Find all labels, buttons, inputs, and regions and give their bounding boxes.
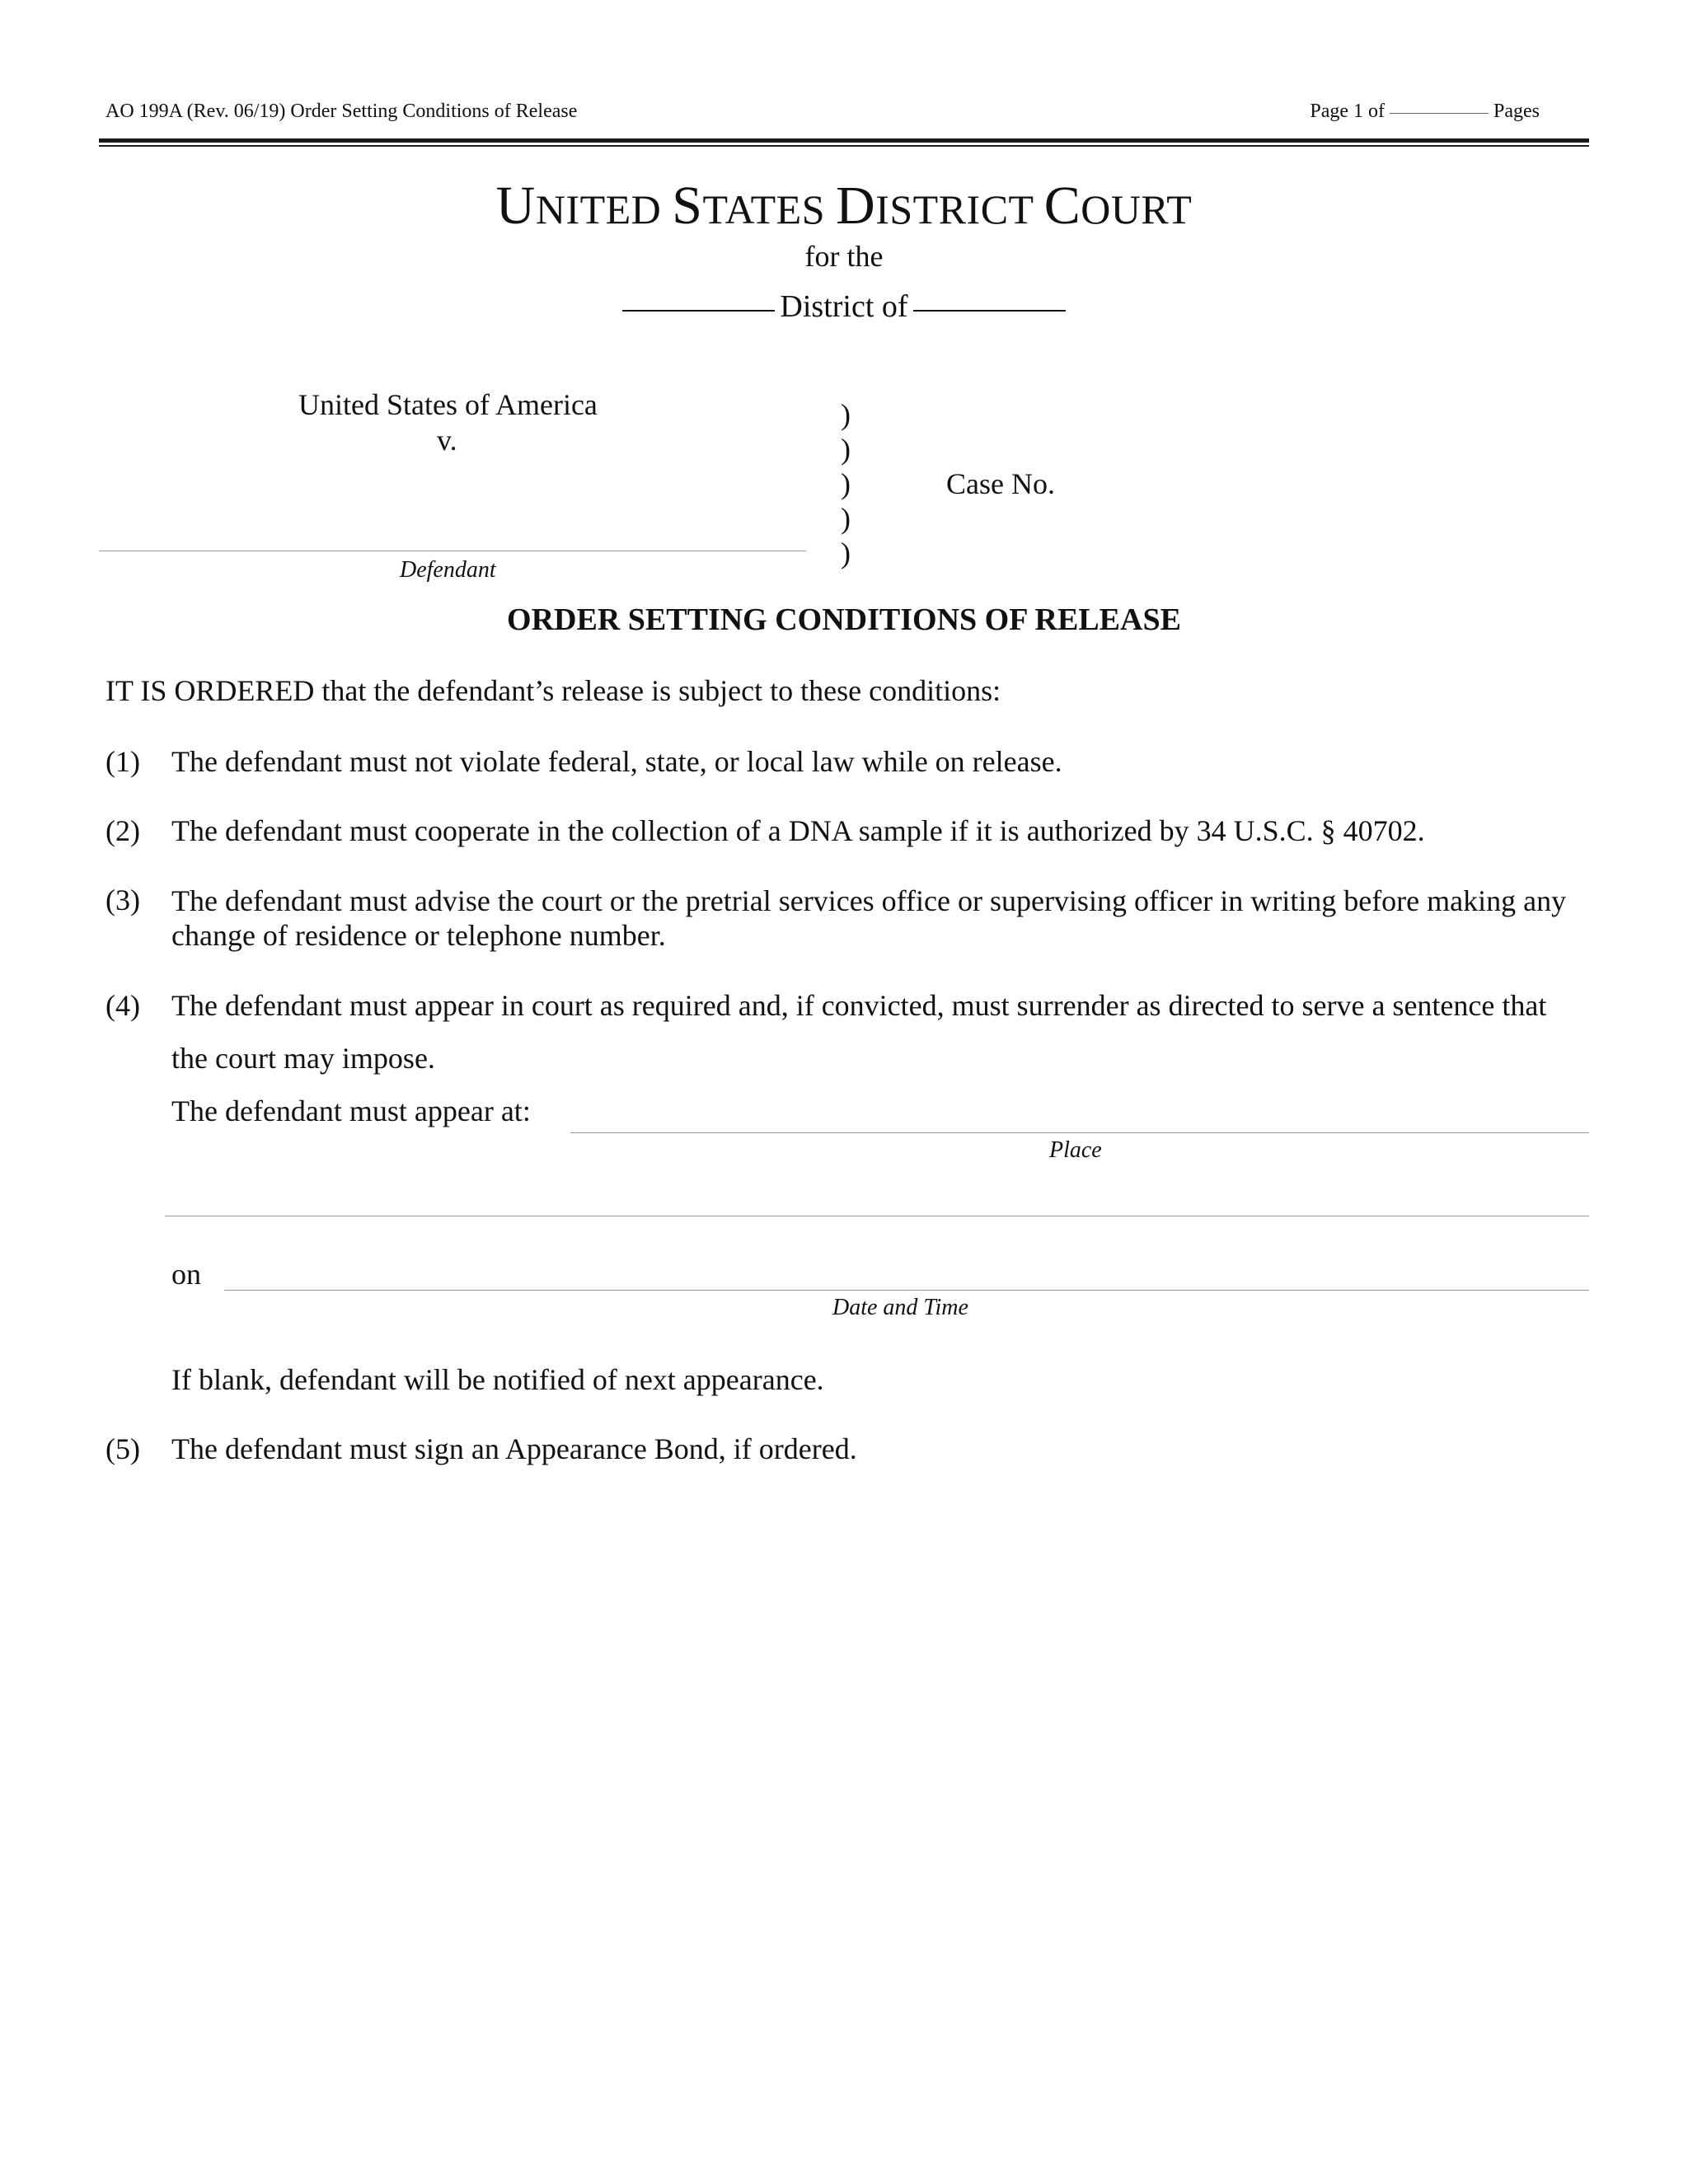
place-label: Place [1049,1137,1102,1163]
appear-at-label: The defendant must appear at: [171,1094,531,1127]
form-identifier: AO 199A (Rev. 06/19) Order Setting Conditions of Release [106,101,578,122]
on-label: on [171,1258,201,1291]
condition-number: (2) [106,814,140,847]
page-indicator [1310,101,1540,123]
condition-number: (1) [106,745,140,778]
caption-paren: ) [841,537,851,569]
caption-paren: ) [841,467,851,500]
condition-text: The defendant must not violate federal, state, or local law while on release. [171,745,1062,778]
versus-text: v. [437,424,457,457]
place-field[interactable] [570,1132,1589,1133]
caption-paren: ) [841,502,851,535]
date-time-field[interactable] [224,1290,1589,1291]
order-title: ORDER SETTING CONDITIONS OF RELEASE [507,602,1181,637]
page-suffix: Pages [1493,101,1540,122]
district-direction-field[interactable] [622,310,775,312]
condition-text: The defendant must advise the court or the pretrial services office or supervising officer in writing before making any change of residence or telephone number. [171,884,1567,952]
order-intro: IT IS ORDERED that the defendant’s release is subject to these conditions: [106,674,1001,707]
condition-text: The defendant must appear in court as required and, if convicted, must surrender as directed to serve a sentence that [171,989,1547,1022]
district-line [0,288,1688,325]
case-number-label: Case No. [946,467,1055,500]
for-the-text: for the [804,240,884,273]
total-pages-field[interactable] [1390,113,1489,114]
condition-number: (4) [106,989,140,1022]
header-rule-thick [99,138,1589,143]
condition-number: (3) [106,883,140,916]
caption-paren: ) [841,398,851,431]
district-of-text: District of [780,289,908,324]
district-state-field[interactable] [913,310,1066,312]
header-rule-thin [99,145,1589,147]
condition-text: The defendant must sign an Appearance Bond, if ordered. [171,1432,857,1465]
condition-number: (5) [106,1432,140,1465]
defendant-label: Defendant [400,557,496,583]
court-title: UNITED STATES DISTRICT COURT [495,176,1193,236]
condition-text: The defendant must cooperate in the collection of a DNA sample if it is authorized by 34 U.S.C. § 40702. [171,814,1425,847]
plaintiff-name: United States of America [298,388,598,421]
caption-paren: ) [841,433,851,466]
date-time-label: Date and Time [832,1295,968,1320]
page-prefix: Page 1 of [1310,101,1385,122]
blank-note: If blank, defendant will be notified of next appearance. [171,1363,824,1396]
condition-text-continued: the court may impose. [171,1042,435,1075]
